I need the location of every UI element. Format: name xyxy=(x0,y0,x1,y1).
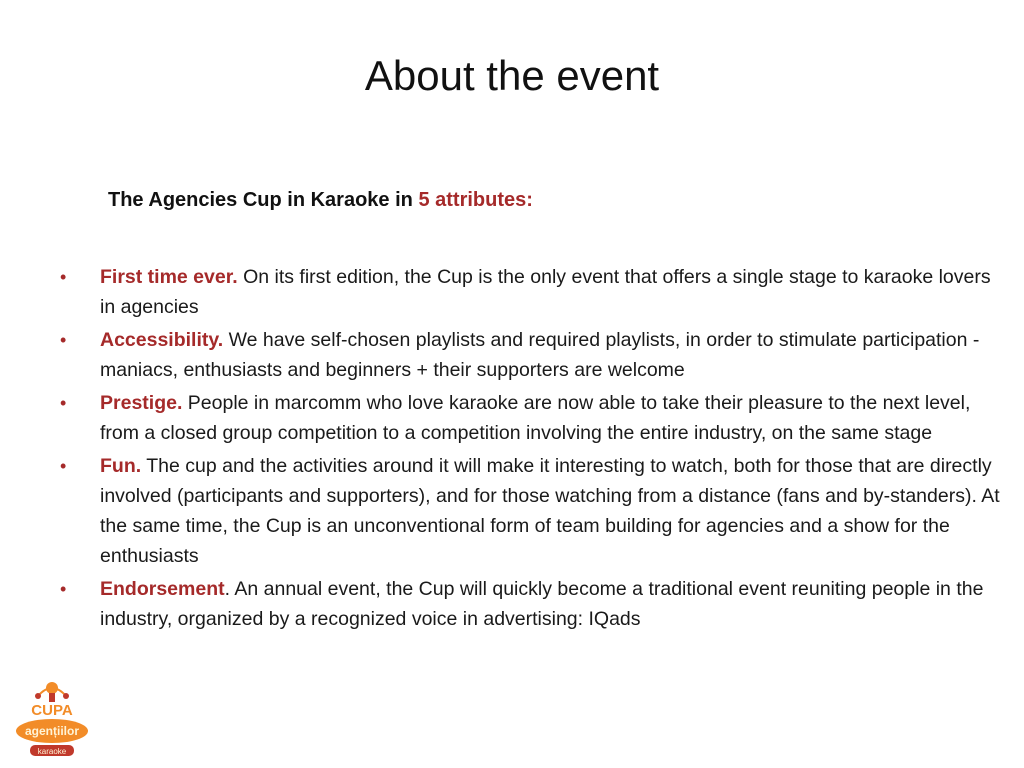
slide-title: About the event xyxy=(364,52,660,99)
bullet-term: First time ever xyxy=(100,266,233,288)
bullet-term: Prestige xyxy=(100,392,177,414)
microphone-icon xyxy=(35,682,69,702)
cupa-agentiilor-karaoke-logo xyxy=(14,676,90,758)
bullet-prestige xyxy=(60,388,1000,448)
bullet-term: Endorsement xyxy=(100,578,225,600)
bullet-text: We have self-chosen playlists and required playlists, in order to stimulate participation - maniacs, enthusiasts and beginners + their supporters are welcome xyxy=(100,329,980,381)
bullet-text: . An annual event, the Cup will quickly become a traditional event reuniting people in the industry, organized by a recognized voice in advertising: IQads xyxy=(100,578,984,630)
logo-text-cupa: CUPA xyxy=(31,702,73,719)
logo-text-agentiilor: agențiilor xyxy=(24,724,80,738)
subtitle-highlight: 5 attributes: xyxy=(418,189,533,211)
bullet-fun xyxy=(60,451,1000,571)
bullet-term-punct: . xyxy=(217,329,224,351)
bullet-marker: • xyxy=(60,267,67,287)
bullet-term: Accessibility xyxy=(100,329,218,351)
bullet-term-punct: . xyxy=(176,392,183,414)
bullet-marker: • xyxy=(60,579,67,599)
bullet-marker: • xyxy=(60,393,67,413)
subtitle-prefix: The Agencies Cup in Karaoke in xyxy=(108,189,419,211)
bullet-term-punct: . xyxy=(135,455,142,477)
bullet-term-punct: . xyxy=(232,266,238,288)
bullet-text: People in marcomm who love karaoke are now able to take their pleasure to the next level, from a closed group competition to a competition involving the entire industry, on the same stage xyxy=(100,392,971,444)
bullet-term: Fun xyxy=(100,455,136,477)
bullet-text: The cup and the activities around it will make it interesting to watch, both for those that are directly involved (participants and supporters), and for those watching from a distance (fans and by-standers). At the same time, the Cup is an unconventional form of team building for agencies and a show for the enthusiasts xyxy=(100,455,1000,567)
bullet-endorsement xyxy=(60,574,1000,634)
logo-text-karaoke: karaoke xyxy=(37,747,67,756)
attributes-list xyxy=(60,262,1000,637)
bullet-accessibility xyxy=(60,325,1000,385)
bullet-text: On its first edition, the Cup is the only event that offers a single stage to karaoke lovers in agencies xyxy=(100,266,991,318)
bullet-marker: • xyxy=(60,456,67,476)
slide-subtitle xyxy=(108,189,533,212)
bullet-first-time-ever xyxy=(60,262,1000,322)
bullet-marker: • xyxy=(60,330,67,350)
